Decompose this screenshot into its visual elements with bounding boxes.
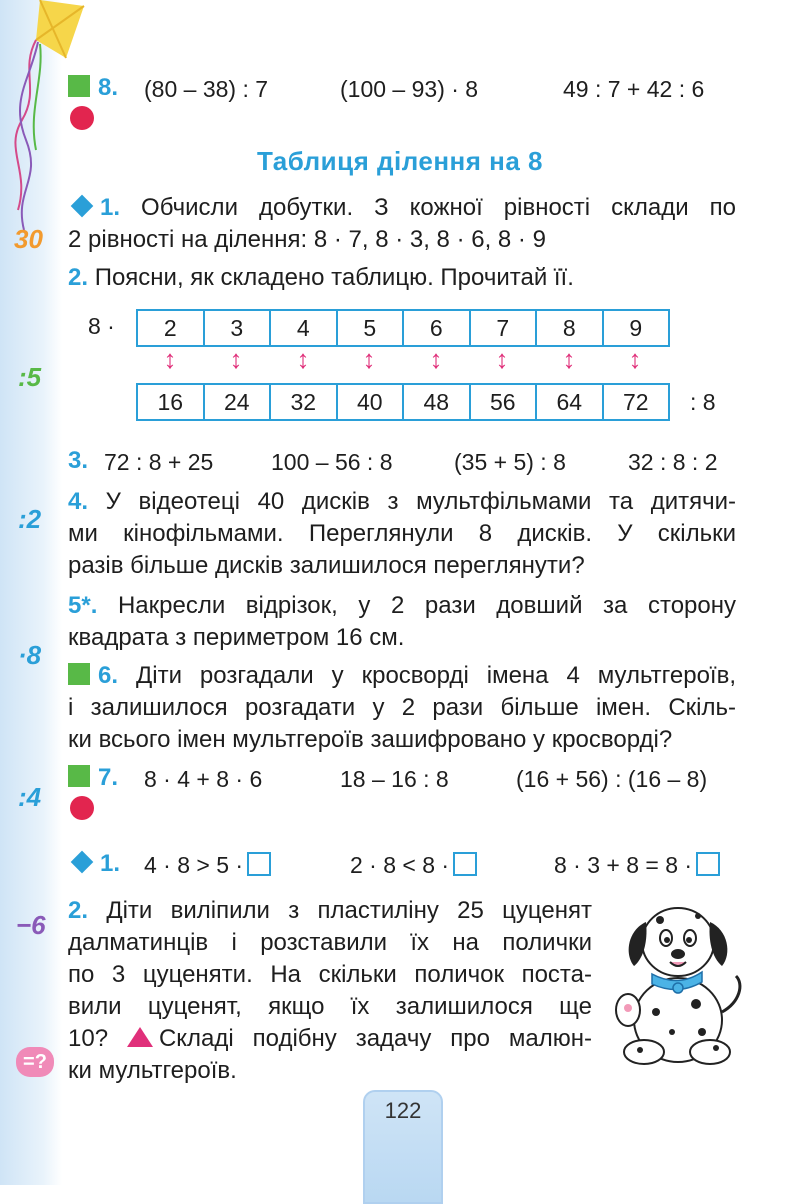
task-number: 1.	[100, 194, 121, 221]
blue-diamond-icon	[71, 195, 94, 218]
products-table	[136, 383, 670, 421]
task-text: Складі подібну задачу про малюн-	[158, 1025, 592, 1052]
table-cell: 24	[204, 384, 271, 420]
double-arrow-icon: ↕	[163, 344, 177, 374]
expression: 49 : 7 + 42 : 6	[563, 76, 705, 102]
task-number: 5*.	[68, 592, 98, 619]
table-cell: 5	[337, 310, 404, 346]
divide-label: : 8	[690, 389, 716, 415]
table-cell: 6	[403, 310, 470, 346]
double-arrow-icon: ↕	[229, 344, 243, 374]
table-cell: 8	[536, 310, 603, 346]
expression: (35 + 5) : 8	[454, 449, 566, 475]
equation	[554, 852, 720, 879]
red-dot-icon	[70, 106, 94, 130]
inequality	[144, 852, 271, 879]
task-text: далматинців і розставили їх на полички	[68, 929, 592, 956]
task-2	[68, 262, 738, 294]
expression: 32 : 8 : 2	[628, 449, 718, 475]
expression: 72 : 8 + 25	[104, 449, 214, 475]
multiply-label: 8 ·	[88, 313, 115, 339]
task-number: 7.	[98, 764, 119, 791]
task-text: 2 рівності на ділення: 8 · 7, 8 · 3, 8 · 6, 8 · 9	[68, 226, 546, 253]
task-text: У відеотеці 40 дисків з мультфільмами та дитячи-	[105, 488, 737, 515]
task-number: 1.	[100, 850, 121, 877]
pink-triangle-icon	[127, 1027, 153, 1047]
page-number: 122	[384, 1098, 422, 1123]
task-text: Накресли відрізок, у 2 рази довший за сторону	[117, 592, 736, 619]
task-4	[68, 486, 736, 582]
task-6	[68, 660, 736, 756]
task-number: 4.	[68, 488, 89, 515]
expression: 18 – 16 : 8	[340, 766, 449, 792]
table-cell: 40	[337, 384, 404, 420]
task-1	[68, 192, 736, 256]
margin-number: −6	[16, 910, 46, 940]
table-cell: 16	[137, 384, 204, 420]
task-number: 2.	[68, 264, 89, 291]
equals-question-icon: =?	[16, 1047, 54, 1077]
answer-box[interactable]	[696, 852, 720, 876]
task-text: ки всього імен мультгероїв зашифровано у кросворді?	[68, 726, 673, 753]
green-square-icon	[68, 663, 90, 685]
margin-number: :5	[18, 362, 42, 392]
green-square-icon	[68, 765, 90, 787]
task-text: разів більше дисків залишилося переглянути?	[68, 552, 585, 579]
expression: 2 · 8 < 8 ·	[350, 852, 450, 878]
expression: 4 · 8 > 5 ·	[144, 852, 244, 878]
task-text: Поясни, як складено таблицю. Прочитай її.	[94, 264, 574, 291]
expression: 8 · 4 + 8 · 6	[144, 766, 263, 792]
expression: (16 + 56) : (16 – 8)	[516, 766, 708, 792]
task-number: 6.	[98, 662, 119, 689]
task-text: по 3 цуценяти. На скільки поличок поста-	[68, 961, 592, 988]
red-dot-icon	[70, 796, 94, 820]
table-cell: 72	[603, 384, 670, 420]
task-text: квадрата з периметром 16 см.	[68, 624, 405, 651]
margin-number: :2	[18, 504, 42, 534]
table-cell: 32	[270, 384, 337, 420]
expression: (100 – 93) · 8	[340, 76, 479, 102]
double-arrow-icon: ↕	[429, 344, 443, 374]
table-cell: 64	[536, 384, 603, 420]
margin-number: ·8	[18, 640, 42, 670]
margin-number: :4	[18, 782, 42, 812]
task-text: 10?	[68, 1025, 109, 1052]
blue-diamond-icon	[71, 851, 94, 874]
expression: (80 – 38) : 7	[144, 76, 269, 102]
table-cell: 48	[403, 384, 470, 420]
task-text: ки мультгероїв.	[68, 1057, 237, 1084]
table-cell: 4	[270, 310, 337, 346]
task-text: ми кінофільмами. Переглянули 8 дисків. У скільки	[68, 520, 736, 547]
task-5	[68, 590, 736, 654]
table-cell: 56	[470, 384, 537, 420]
inequality	[350, 852, 477, 879]
multipliers-table	[136, 309, 670, 347]
table-cell: 3	[204, 310, 271, 346]
task-text: Діти розгадали у кросворді імена 4 мультгероїв,	[135, 662, 737, 689]
dalmatian-puppy-illustration	[610, 892, 750, 1070]
task-number: 3.	[68, 447, 89, 474]
double-arrow-icon: ↕	[296, 344, 310, 374]
table-cell: 9	[603, 310, 670, 346]
task-number: 8.	[98, 74, 119, 101]
answer-box[interactable]	[247, 852, 271, 876]
task-number: 2.	[68, 897, 89, 924]
task-text: і залишилося розгадати у 2 рази більше імен. Скіль-	[68, 694, 736, 721]
table-cell: 2	[137, 310, 204, 346]
section-title: Таблиця ділення на 8	[257, 146, 543, 176]
answer-box[interactable]	[453, 852, 477, 876]
task-text: вили цуценят, якщо їх залишилося ще	[68, 993, 592, 1020]
green-square-icon	[68, 75, 90, 97]
expression: 100 – 56 : 8	[271, 449, 393, 475]
task-text: Обчисли добутки. З кожної рівності склади по	[141, 194, 737, 221]
double-arrow-icon: ↕	[562, 344, 576, 374]
margin-number: 30	[14, 224, 43, 254]
double-arrow-icon: ↕	[628, 344, 642, 374]
double-arrow-icon: ↕	[495, 344, 509, 374]
expression: 8 · 3 + 8 = 8 ·	[554, 852, 693, 878]
task-text: Діти виліпили з пластиліну 25 цуценят	[106, 897, 592, 924]
double-arrow-icon: ↕	[362, 344, 376, 374]
bottom-task-2	[68, 895, 592, 1087]
table-cell: 7	[470, 310, 537, 346]
